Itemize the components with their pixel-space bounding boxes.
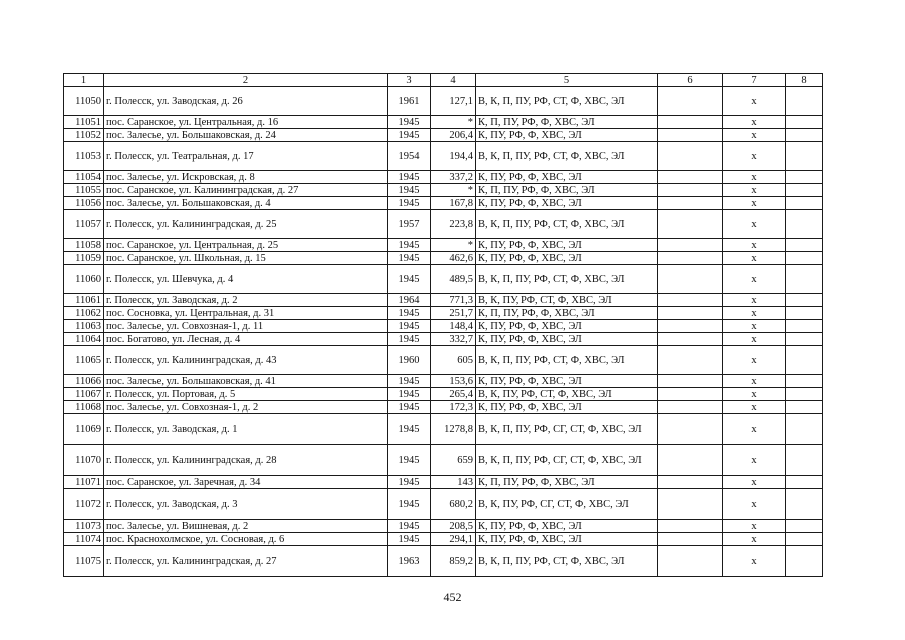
area-cell: 206,4 <box>431 129 476 142</box>
table-row <box>64 533 823 546</box>
mark-cell: х <box>723 294 786 307</box>
table-row <box>64 197 823 210</box>
codes-cell: К, П, ПУ, РФ, Ф, ХВС, ЭЛ <box>476 116 658 129</box>
row-number: 11050 <box>64 87 104 116</box>
area-cell: 194,4 <box>431 142 476 171</box>
column-6-cell <box>658 210 723 239</box>
codes-cell: В, К, П, ПУ, РФ, СГ, СТ, Ф, ХВС, ЭЛ <box>476 445 658 476</box>
column-6-cell <box>658 388 723 401</box>
codes-cell: В, К, П, ПУ, РФ, СТ, Ф, ХВС, ЭЛ <box>476 346 658 375</box>
year-cell: 1945 <box>388 129 431 142</box>
area-cell: 294,1 <box>431 533 476 546</box>
area-cell: 859,2 <box>431 546 476 577</box>
row-number: 11055 <box>64 184 104 197</box>
column-6-cell <box>658 129 723 142</box>
address-cell: г. Полесск, ул. Заводская, д. 26 <box>104 87 388 116</box>
table-row <box>64 388 823 401</box>
area-cell: 605 <box>431 346 476 375</box>
column-6-cell <box>658 401 723 414</box>
area-cell: 143 <box>431 476 476 489</box>
header-col-1: 1 <box>64 74 104 87</box>
year-cell: 1945 <box>388 307 431 320</box>
codes-cell: В, К, П, ПУ, РФ, СТ, Ф, ХВС, ЭЛ <box>476 87 658 116</box>
housing-register-table <box>63 73 823 577</box>
column-6-cell <box>658 489 723 520</box>
column-8-cell <box>786 546 823 577</box>
address-cell: г. Полесск, ул. Калининградская, д. 43 <box>104 346 388 375</box>
column-6-cell <box>658 116 723 129</box>
codes-cell: К, П, ПУ, РФ, Ф, ХВС, ЭЛ <box>476 307 658 320</box>
column-6-cell <box>658 307 723 320</box>
row-number: 11070 <box>64 445 104 476</box>
address-cell: г. Полесск, ул. Портовая, д. 5 <box>104 388 388 401</box>
column-8-cell <box>786 252 823 265</box>
area-cell: 153,6 <box>431 375 476 388</box>
column-8-cell <box>786 489 823 520</box>
column-6-cell <box>658 184 723 197</box>
column-8-cell <box>786 129 823 142</box>
codes-cell: К, ПУ, РФ, Ф, ХВС, ЭЛ <box>476 252 658 265</box>
mark-cell: х <box>723 265 786 294</box>
row-number: 11075 <box>64 546 104 577</box>
year-cell: 1957 <box>388 210 431 239</box>
year-cell: 1945 <box>388 401 431 414</box>
area-cell: 337,2 <box>431 171 476 184</box>
mark-cell: х <box>723 533 786 546</box>
codes-cell: В, К, П, ПУ, РФ, СТ, Ф, ХВС, ЭЛ <box>476 265 658 294</box>
table-row <box>64 414 823 445</box>
column-6-cell <box>658 87 723 116</box>
table-row <box>64 239 823 252</box>
mark-cell: х <box>723 252 786 265</box>
codes-cell: К, ПУ, РФ, Ф, ХВС, ЭЛ <box>476 129 658 142</box>
area-cell: 332,7 <box>431 333 476 346</box>
address-cell: г. Полесск, ул. Калининградская, д. 27 <box>104 546 388 577</box>
area-cell: 680,2 <box>431 489 476 520</box>
year-cell: 1961 <box>388 87 431 116</box>
table-row <box>64 476 823 489</box>
address-cell: пос. Богатово, ул. Лесная, д. 4 <box>104 333 388 346</box>
column-6-cell <box>658 252 723 265</box>
codes-cell: К, П, ПУ, РФ, Ф, ХВС, ЭЛ <box>476 476 658 489</box>
column-6-cell <box>658 445 723 476</box>
table-row <box>64 294 823 307</box>
row-number: 11057 <box>64 210 104 239</box>
codes-cell: К, ПУ, РФ, Ф, ХВС, ЭЛ <box>476 239 658 252</box>
row-number: 11054 <box>64 171 104 184</box>
year-cell: 1945 <box>388 388 431 401</box>
mark-cell: х <box>723 375 786 388</box>
header-col-5: 5 <box>476 74 658 87</box>
address-cell: пос. Залесье, ул. Совхозная-1, д. 11 <box>104 320 388 333</box>
column-8-cell <box>786 239 823 252</box>
codes-cell: К, ПУ, РФ, Ф, ХВС, ЭЛ <box>476 171 658 184</box>
row-number: 11071 <box>64 476 104 489</box>
year-cell: 1945 <box>388 533 431 546</box>
column-8-cell <box>786 184 823 197</box>
header-col-3: 3 <box>388 74 431 87</box>
mark-cell: х <box>723 184 786 197</box>
column-8-cell <box>786 476 823 489</box>
mark-cell: х <box>723 346 786 375</box>
mark-cell: х <box>723 320 786 333</box>
table-row <box>64 346 823 375</box>
header-col-7: 7 <box>723 74 786 87</box>
row-number: 11064 <box>64 333 104 346</box>
year-cell: 1945 <box>388 197 431 210</box>
table-row <box>64 252 823 265</box>
codes-cell: К, П, ПУ, РФ, Ф, ХВС, ЭЛ <box>476 184 658 197</box>
address-cell: пос. Саранское, ул. Центральная, д. 25 <box>104 239 388 252</box>
column-8-cell <box>786 171 823 184</box>
table-row <box>64 520 823 533</box>
address-cell: г. Полесск, ул. Заводская, д. 2 <box>104 294 388 307</box>
mark-cell: х <box>723 171 786 184</box>
row-number: 11067 <box>64 388 104 401</box>
address-cell: г. Полесск, ул. Калининградская, д. 25 <box>104 210 388 239</box>
area-cell: 771,3 <box>431 294 476 307</box>
area-cell: 172,3 <box>431 401 476 414</box>
address-cell: пос. Залесье, ул. Совхозная-1, д. 2 <box>104 401 388 414</box>
mark-cell: х <box>723 489 786 520</box>
column-8-cell <box>786 333 823 346</box>
row-number: 11074 <box>64 533 104 546</box>
header-col-6: 6 <box>658 74 723 87</box>
address-cell: пос. Краснохолмское, ул. Сосновая, д. 6 <box>104 533 388 546</box>
row-number: 11068 <box>64 401 104 414</box>
codes-cell: В, К, ПУ, РФ, СТ, Ф, ХВС, ЭЛ <box>476 294 658 307</box>
area-cell: * <box>431 184 476 197</box>
year-cell: 1954 <box>388 142 431 171</box>
column-8-cell <box>786 533 823 546</box>
column-6-cell <box>658 171 723 184</box>
mark-cell: х <box>723 210 786 239</box>
row-number: 11066 <box>64 375 104 388</box>
column-6-cell <box>658 197 723 210</box>
area-cell: 127,1 <box>431 87 476 116</box>
row-number: 11062 <box>64 307 104 320</box>
year-cell: 1945 <box>388 445 431 476</box>
codes-cell: К, ПУ, РФ, Ф, ХВС, ЭЛ <box>476 401 658 414</box>
address-cell: г. Полесск, ул. Шевчука, д. 4 <box>104 265 388 294</box>
area-cell: * <box>431 239 476 252</box>
address-cell: пос. Саранское, ул. Заречная, д. 34 <box>104 476 388 489</box>
year-cell: 1945 <box>388 476 431 489</box>
table-row <box>64 129 823 142</box>
year-cell: 1945 <box>388 489 431 520</box>
year-cell: 1945 <box>388 520 431 533</box>
column-6-cell <box>658 294 723 307</box>
column-8-cell <box>786 265 823 294</box>
year-cell: 1945 <box>388 265 431 294</box>
column-6-cell <box>658 333 723 346</box>
row-number: 11059 <box>64 252 104 265</box>
mark-cell: х <box>723 87 786 116</box>
table-row <box>64 489 823 520</box>
row-number: 11053 <box>64 142 104 171</box>
mark-cell: х <box>723 129 786 142</box>
mark-cell: х <box>723 307 786 320</box>
area-cell: 265,4 <box>431 388 476 401</box>
mark-cell: х <box>723 546 786 577</box>
column-6-cell <box>658 414 723 445</box>
column-6-cell <box>658 375 723 388</box>
row-number: 11056 <box>64 197 104 210</box>
column-6-cell <box>658 533 723 546</box>
year-cell: 1945 <box>388 333 431 346</box>
column-8-cell <box>786 414 823 445</box>
column-8-cell <box>786 142 823 171</box>
codes-cell: К, ПУ, РФ, Ф, ХВС, ЭЛ <box>476 333 658 346</box>
year-cell: 1945 <box>388 375 431 388</box>
address-cell: г. Полесск, ул. Заводская, д. 3 <box>104 489 388 520</box>
table-row <box>64 445 823 476</box>
row-number: 11065 <box>64 346 104 375</box>
column-6-cell <box>658 476 723 489</box>
codes-cell: В, К, П, ПУ, РФ, СТ, Ф, ХВС, ЭЛ <box>476 546 658 577</box>
column-8-cell <box>786 210 823 239</box>
table-row <box>64 210 823 239</box>
area-cell: 223,8 <box>431 210 476 239</box>
table-row <box>64 401 823 414</box>
column-8-cell <box>786 320 823 333</box>
mark-cell: х <box>723 142 786 171</box>
year-cell: 1945 <box>388 414 431 445</box>
page-number: 452 <box>443 590 462 604</box>
column-6-cell <box>658 142 723 171</box>
row-number: 11051 <box>64 116 104 129</box>
row-number: 11058 <box>64 239 104 252</box>
row-number: 11069 <box>64 414 104 445</box>
year-cell: 1945 <box>388 171 431 184</box>
mark-cell: х <box>723 414 786 445</box>
column-6-cell <box>658 346 723 375</box>
column-8-cell <box>786 307 823 320</box>
column-6-cell <box>658 239 723 252</box>
header-col-2: 2 <box>104 74 388 87</box>
year-cell: 1945 <box>388 239 431 252</box>
mark-cell: х <box>723 388 786 401</box>
area-cell: 148,4 <box>431 320 476 333</box>
address-cell: г. Полесск, ул. Заводская, д. 1 <box>104 414 388 445</box>
area-cell: 251,7 <box>431 307 476 320</box>
address-cell: пос. Саранское, ул. Центральная, д. 16 <box>104 116 388 129</box>
area-cell: 462,6 <box>431 252 476 265</box>
table-row <box>64 375 823 388</box>
codes-cell: В, К, П, ПУ, РФ, СГ, СТ, Ф, ХВС, ЭЛ <box>476 414 658 445</box>
codes-cell: К, ПУ, РФ, Ф, ХВС, ЭЛ <box>476 320 658 333</box>
mark-cell: х <box>723 445 786 476</box>
column-8-cell <box>786 388 823 401</box>
codes-cell: В, К, П, ПУ, РФ, СТ, Ф, ХВС, ЭЛ <box>476 142 658 171</box>
table-row <box>64 320 823 333</box>
codes-cell: В, К, ПУ, РФ, СТ, Ф, ХВС, ЭЛ <box>476 388 658 401</box>
area-cell: * <box>431 116 476 129</box>
column-6-cell <box>658 546 723 577</box>
row-number: 11072 <box>64 489 104 520</box>
year-cell: 1945 <box>388 184 431 197</box>
table-row <box>64 87 823 116</box>
codes-cell: К, ПУ, РФ, Ф, ХВС, ЭЛ <box>476 375 658 388</box>
table-row <box>64 333 823 346</box>
register-body <box>64 74 823 577</box>
header-col-8: 8 <box>786 74 823 87</box>
address-cell: пос. Сосновка, ул. Центральная, д. 31 <box>104 307 388 320</box>
table-row <box>64 307 823 320</box>
row-number: 11073 <box>64 520 104 533</box>
column-8-cell <box>786 401 823 414</box>
column-8-cell <box>786 294 823 307</box>
header-col-4: 4 <box>431 74 476 87</box>
address-cell: пос. Саранское, ул. Калининградская, д. 27 <box>104 184 388 197</box>
address-cell: пос. Залесье, ул. Искровская, д. 8 <box>104 171 388 184</box>
column-8-cell <box>786 197 823 210</box>
codes-cell: В, К, ПУ, РФ, СГ, СТ, Ф, ХВС, ЭЛ <box>476 489 658 520</box>
address-cell: г. Полесск, ул. Театральная, д. 17 <box>104 142 388 171</box>
column-8-cell <box>786 346 823 375</box>
mark-cell: х <box>723 476 786 489</box>
column-8-cell <box>786 445 823 476</box>
codes-cell: К, ПУ, РФ, Ф, ХВС, ЭЛ <box>476 520 658 533</box>
row-number: 11060 <box>64 265 104 294</box>
column-8-cell <box>786 116 823 129</box>
row-number: 11052 <box>64 129 104 142</box>
column-6-cell <box>658 320 723 333</box>
table-row <box>64 265 823 294</box>
codes-cell: К, ПУ, РФ, Ф, ХВС, ЭЛ <box>476 197 658 210</box>
column-8-cell <box>786 375 823 388</box>
header-row <box>64 74 823 87</box>
address-cell: пос. Залесье, ул. Большаковская, д. 24 <box>104 129 388 142</box>
mark-cell: х <box>723 197 786 210</box>
area-cell: 208,5 <box>431 520 476 533</box>
codes-cell: К, ПУ, РФ, Ф, ХВС, ЭЛ <box>476 533 658 546</box>
table-row <box>64 116 823 129</box>
codes-cell: В, К, П, ПУ, РФ, СТ, Ф, ХВС, ЭЛ <box>476 210 658 239</box>
column-8-cell <box>786 87 823 116</box>
table-row <box>64 142 823 171</box>
column-6-cell <box>658 520 723 533</box>
table-row <box>64 546 823 577</box>
year-cell: 1960 <box>388 346 431 375</box>
area-cell: 1278,8 <box>431 414 476 445</box>
address-cell: пос. Залесье, ул. Большаковская, д. 4 <box>104 197 388 210</box>
column-6-cell <box>658 265 723 294</box>
year-cell: 1964 <box>388 294 431 307</box>
row-number: 11061 <box>64 294 104 307</box>
mark-cell: х <box>723 239 786 252</box>
mark-cell: х <box>723 333 786 346</box>
address-cell: г. Полесск, ул. Калининградская, д. 28 <box>104 445 388 476</box>
table-row <box>64 171 823 184</box>
area-cell: 167,8 <box>431 197 476 210</box>
column-8-cell <box>786 520 823 533</box>
mark-cell: х <box>723 401 786 414</box>
address-cell: пос. Залесье, ул. Вишневая, д. 2 <box>104 520 388 533</box>
row-number: 11063 <box>64 320 104 333</box>
year-cell: 1945 <box>388 320 431 333</box>
address-cell: пос. Залесье, ул. Большаковская, д. 41 <box>104 375 388 388</box>
address-cell: пос. Саранское, ул. Школьная, д. 15 <box>104 252 388 265</box>
year-cell: 1963 <box>388 546 431 577</box>
year-cell: 1945 <box>388 252 431 265</box>
mark-cell: х <box>723 520 786 533</box>
mark-cell: х <box>723 116 786 129</box>
table-row <box>64 184 823 197</box>
area-cell: 659 <box>431 445 476 476</box>
area-cell: 489,5 <box>431 265 476 294</box>
year-cell: 1945 <box>388 116 431 129</box>
